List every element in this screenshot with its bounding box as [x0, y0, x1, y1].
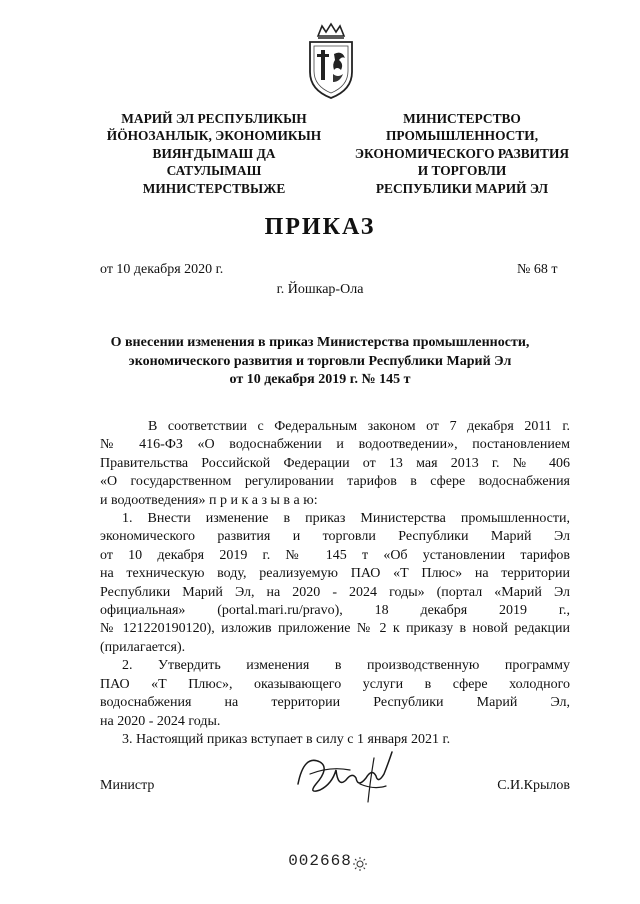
body-line: (прилагается). [100, 639, 186, 655]
body-line: ПАО «Т Плюс», оказывающего услуги в сфере холодного [100, 676, 570, 692]
body-line: В соответствии с Федеральным законом от 7 декабря 2011 г. [148, 419, 570, 434]
header-right-line: РЕСПУБЛИКИ МАРИЙ ЭЛ [375, 180, 549, 196]
header-right-line: МИНИСТЕРСТВО [403, 111, 521, 126]
header-left-line: ЙӦНОЗАНЛЫК, ЭКОНОМИКЫН [106, 128, 322, 144]
body-line: «О государственном регулировании тарифов в сфере водоснабжения [100, 474, 570, 490]
body-line: 1. Внести изменение в приказ Министерства промышленности, [122, 511, 570, 527]
body-line: и водоотведения» п р и к а з ы в а ю: [100, 492, 318, 508]
document-date: от 10 декабря 2020 г. [100, 262, 224, 277]
header-right-line: И ТОРГОВЛИ [417, 163, 507, 179]
document-title: ПРИКАЗ [264, 214, 376, 240]
body-line: экономического развития и торговли Республики Марий Эл [100, 529, 570, 545]
serial-number: 002668 [288, 852, 352, 870]
document-subject [60, 334, 580, 390]
body-line: 2. Утвердить изменения в производственную программу [122, 658, 570, 674]
handwritten-signature [290, 744, 400, 806]
ornament-icon [352, 856, 368, 872]
body-line: на техническую воду, реализуемую ПАО «Т Плюс» на территории [100, 566, 570, 582]
header-left-line: САТУЛЫМАШ [166, 163, 262, 179]
body-line: № 121220190120), изложив приложение № 2 к приказу в новой редакции [100, 621, 570, 637]
body-line: Республики Марий Эл, на 2020 - 2024 годы» (портал «Марий Эл [100, 584, 570, 600]
document-body [100, 418, 570, 749]
body-line: от 10 декабря 2019 г. № 145 т «Об установлении тарифов [100, 547, 570, 563]
body-line: на 2020 - 2024 годы. [100, 713, 221, 729]
subject-line: от 10 декабря 2019 г. № 145 т [229, 372, 411, 388]
header-left-line: МИНИСТЕРСТВЫЖЕ [142, 180, 286, 196]
body-line: Правительства Российской Федерации от 13 мая 2013 г. № 406 [100, 455, 570, 471]
document-city: г. Йошкар-Ола [276, 282, 364, 297]
ministry-name-russian [340, 110, 584, 197]
header-right-line: ПРОМЫШЛЕННОСТИ, [385, 128, 539, 144]
body-line: официальная» (portal.mari.ru/pravo), 18 декабря 2019 г., [100, 603, 570, 619]
coat-of-arms-icon [304, 22, 358, 100]
body-line: № 416-ФЗ «О водоснабжении и водоотведении», постановлением [100, 437, 570, 453]
header-left-line: МАРИЙ ЭЛ РЕСПУБЛИКЫН [121, 111, 307, 126]
body-line: 3. Настоящий приказ вступает в силу с 1 января 2021 г. [122, 731, 451, 747]
body-line: водоснабжения на территории Республики Марий Эл, [100, 695, 570, 711]
ministry-name-mari [104, 110, 324, 197]
header-right-line: ЭКОНОМИЧЕСКОГО РАЗВИТИЯ [354, 145, 570, 161]
subject-line: экономического развития и торговли Республики Марий Эл [128, 353, 512, 369]
signatory-position: Министр [100, 778, 155, 793]
document-number: № 68 т [517, 262, 558, 277]
signatory-name: С.И.Крылов [497, 778, 570, 793]
header-left-line: ВИЯҤДЫМАШ ДА [152, 145, 276, 161]
subject-line: О внесении изменения в приказ Министерства промышленности, [110, 335, 530, 350]
